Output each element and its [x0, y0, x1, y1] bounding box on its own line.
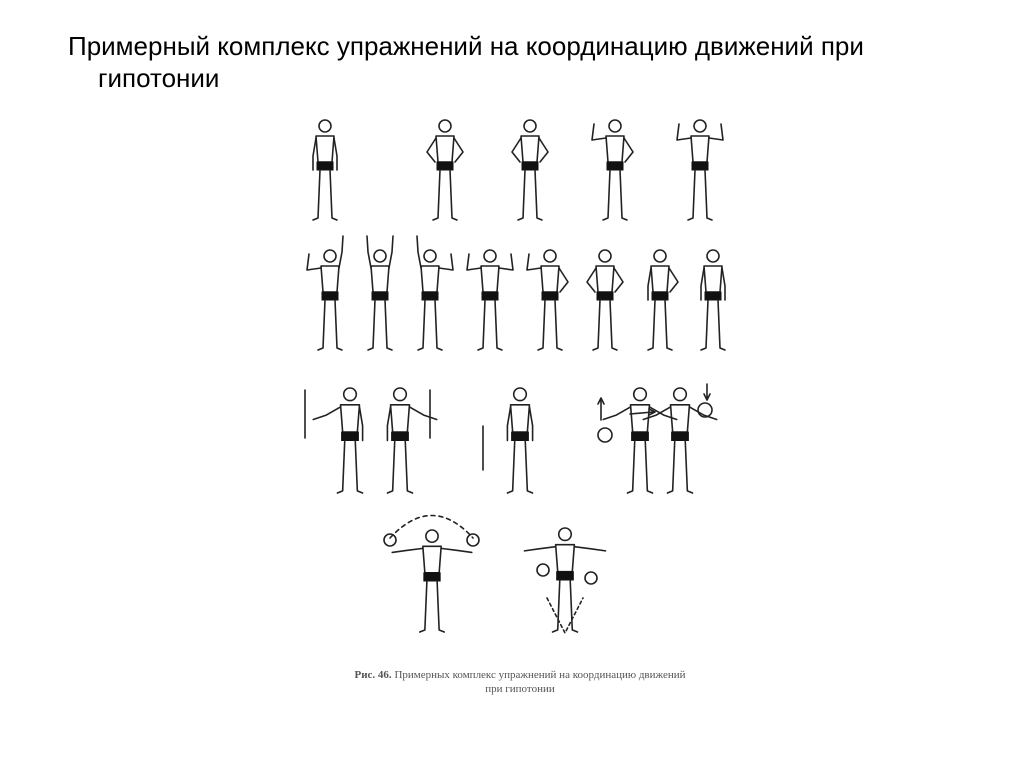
exercise-figure — [701, 250, 725, 350]
exercise-figure — [677, 120, 723, 220]
exercise-figure — [467, 250, 513, 350]
exercise-figure — [592, 120, 633, 220]
exercise-figure — [527, 250, 568, 350]
exercise-figures — [295, 108, 745, 648]
slide-title-line1: Примерный комплекс упражнений на координацию движений при — [68, 31, 864, 61]
exercise-figure — [392, 530, 472, 632]
exercise-figure — [427, 120, 463, 220]
caption-text-line2: при гипотонии — [485, 683, 555, 695]
exercise-figure — [603, 388, 677, 493]
exercise-figure — [512, 120, 548, 220]
exercise-figure — [307, 236, 343, 350]
caption-label: Рис. 46. — [354, 669, 392, 681]
figure-caption — [295, 668, 745, 696]
caption-text: Примерных комплекс упражнений на координацию движений — [394, 669, 686, 681]
exercise-figure — [507, 388, 532, 493]
exercise-illustration — [295, 108, 745, 648]
exercise-figure — [417, 236, 453, 350]
slide-title-line2: гипотонии — [98, 63, 220, 93]
exercise-figure — [367, 236, 393, 350]
slide-title — [68, 30, 968, 94]
exercise-figure — [587, 250, 623, 350]
exercise-figure — [524, 528, 605, 632]
exercise-figure — [648, 250, 678, 350]
exercise-figure — [313, 120, 337, 220]
exercise-figure — [313, 388, 362, 493]
